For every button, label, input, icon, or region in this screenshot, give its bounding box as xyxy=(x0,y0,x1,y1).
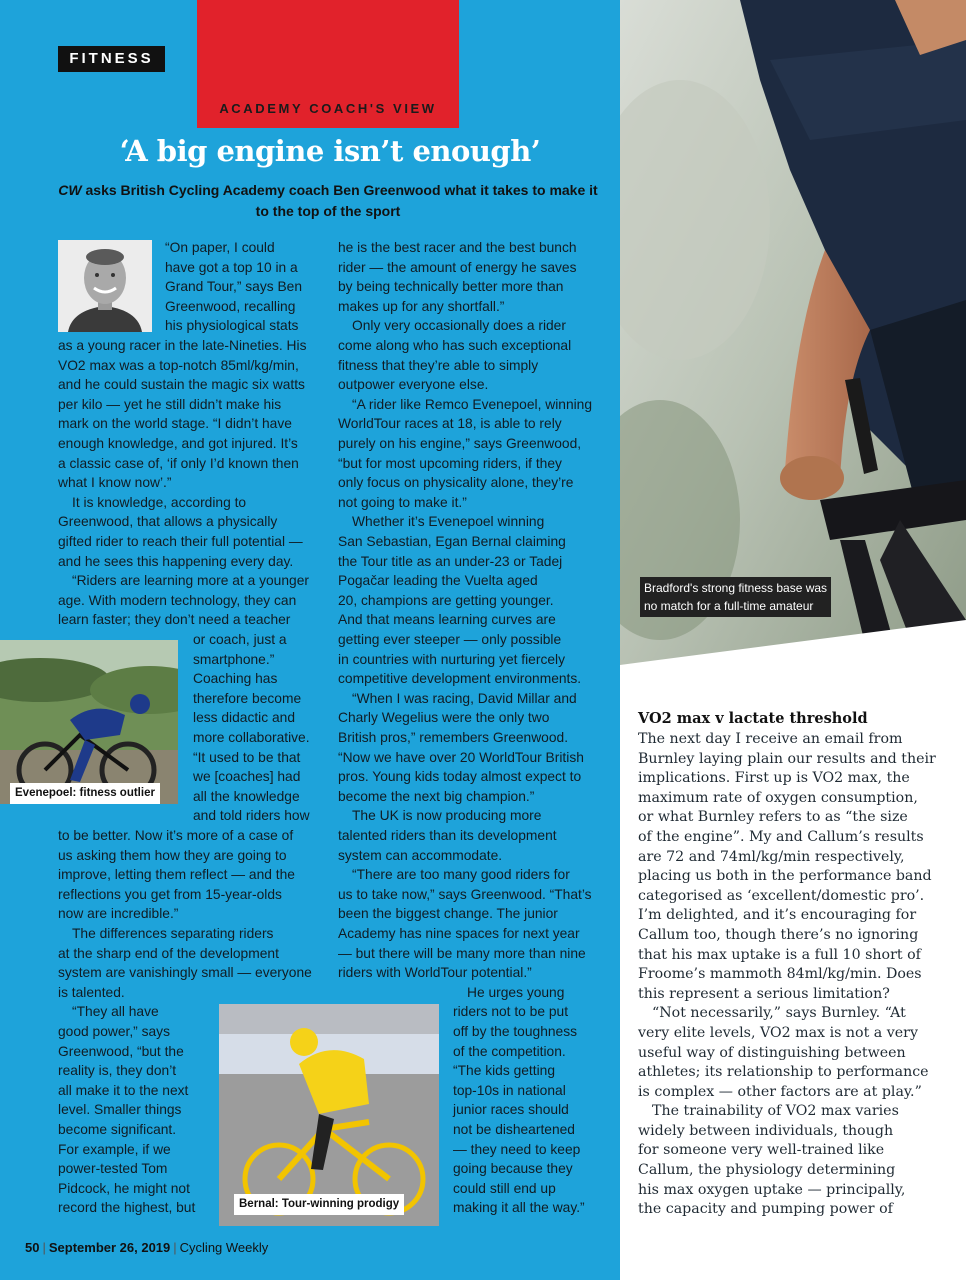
text-line: “On paper, I could xyxy=(165,240,275,255)
text-line: useful way of distinguishing between xyxy=(638,1044,906,1061)
text-line: “The kids getting xyxy=(453,1063,555,1079)
text-line: I’m delighted, and it’s encouraging for xyxy=(638,907,917,924)
text-line: therefore become xyxy=(193,690,302,706)
text-line: “Not necessarily,” says Burnley. “At xyxy=(652,1005,906,1022)
text-line: “It used to be that xyxy=(193,749,301,765)
text-line: off by the toughness xyxy=(453,1024,578,1039)
text-line: Froome’s mammoth 84ml/kg/min. Does xyxy=(638,966,922,983)
text-line: riders with WorldTour potential.” xyxy=(338,965,532,981)
text-line: San Sebastian, Egan Bernal claiming xyxy=(338,534,566,549)
text-line: power-tested Tom xyxy=(58,1161,168,1177)
text-line: the Tour title as an under-23 or Tadej xyxy=(338,553,563,569)
greenwood-headshot xyxy=(58,240,152,332)
text-line: could still end up xyxy=(453,1180,556,1196)
text-line: getting ever steeper — only possible xyxy=(338,632,562,647)
text-line: learn faster; they don’t need a teacher xyxy=(58,612,291,628)
text-line: or what Burnley refers to as “the size xyxy=(638,809,908,826)
text-line: placing us both in the performance band xyxy=(638,868,932,885)
text-line: widely between individuals, though xyxy=(638,1122,894,1139)
text-line: Pogačar leading the Vuelta aged xyxy=(338,573,538,589)
text-line: of the competition. xyxy=(453,1043,566,1059)
text-line: And that means learning curves are xyxy=(338,612,556,628)
text-line: not going to make it.” xyxy=(338,494,467,510)
bradford-caption: Bradford's strong fitness base was no match for a full-time amateur xyxy=(640,577,831,617)
text-line: smartphone.” xyxy=(193,651,275,667)
cyclist-photo xyxy=(620,0,966,665)
text-line: in countries with nurturing yet fiercely xyxy=(338,651,565,667)
text-line: Burnley laying plain our results and their xyxy=(638,750,936,767)
text-line: VO2 max was a top-notch 85ml/kg/min, xyxy=(58,357,299,373)
text-line: what I know now’.” xyxy=(58,475,172,491)
text-line: “They all have xyxy=(72,1004,159,1020)
kicker: ACADEMY COACH'S VIEW xyxy=(219,101,437,116)
text-line: good power,” says xyxy=(58,1024,170,1039)
text-line: Academy has nine spaces for next year xyxy=(338,926,580,941)
evenepoel-photo xyxy=(0,640,178,804)
text-line: by being technically better more than xyxy=(338,279,564,295)
text-line: Pidcock, he might not xyxy=(58,1180,190,1196)
text-line: 20, champions are getting younger. xyxy=(338,592,554,608)
text-line: athletes; its relationship to performance xyxy=(638,1064,929,1081)
text-line: — they need to keep xyxy=(453,1141,581,1157)
text-line: junior races should xyxy=(453,1102,569,1118)
text-line: “When I was racing, David Millar and xyxy=(352,690,577,706)
text-line: categorised as ‘excellent/domestic pro’. xyxy=(638,887,925,904)
text-line: purely on his engine,” says Greenwood, xyxy=(338,436,582,451)
text-line: and he sees this happening every day. xyxy=(58,553,294,569)
text-line: talented riders than its development xyxy=(338,828,557,843)
text-line: outpower everyone else. xyxy=(338,377,489,393)
text-line: less didactic and xyxy=(193,710,296,726)
text-line: or coach, just a xyxy=(193,632,287,647)
text-line: top-10s in national xyxy=(453,1082,566,1098)
text-line: reflections you get from 15-year-olds xyxy=(58,886,282,902)
text-line: For example, if we xyxy=(58,1141,171,1157)
text-line: Greenwood, that allows a physically xyxy=(58,514,278,530)
text-line: Only very occasionally does a rider xyxy=(352,318,566,334)
text-line: come along who has such exceptional xyxy=(338,338,572,353)
text-line: and told riders how xyxy=(193,808,310,824)
subheading: VO2 max v lactate threshold xyxy=(638,710,868,727)
text-line: all the knowledge xyxy=(193,788,300,804)
evenepoel-caption: Evenepoel: fitness outlier xyxy=(10,783,160,804)
text-line: The differences separating riders xyxy=(72,926,274,941)
text-line: Greenwood, “but the xyxy=(58,1043,184,1059)
text-line: his physiological stats xyxy=(165,318,299,334)
text-line: are 72 and 74ml/kg/min respectively, xyxy=(638,848,905,865)
text-line: of the engine”. My and Callum’s results xyxy=(638,828,924,845)
bernal-caption: Bernal: Tour-winning prodigy xyxy=(234,1194,404,1215)
text-line: Grand Tour,” says Ben xyxy=(165,279,303,295)
text-line: The next day I receive an email from xyxy=(638,731,903,747)
text-line: Greenwood, recalling xyxy=(165,298,296,314)
text-line: — but there will be many more than nine xyxy=(338,945,586,961)
text-line: competitive development environments. xyxy=(338,671,582,687)
text-line: as a young racer in the late-Nineties. His xyxy=(58,338,307,353)
standfirst: CW asks British Cycling Academy coach Ben Greenwood what it takes to make it to the top of the sport xyxy=(58,182,598,219)
text-line: riders not to be put xyxy=(453,1004,569,1020)
text-line: system are vanishingly small — everyone xyxy=(58,965,312,981)
text-line: to be better. Now it’s more of a case of xyxy=(58,828,294,843)
text-line: his max oxygen uptake — principally, xyxy=(638,1181,906,1198)
text-line: a classic case of, ‘if only I’d known then xyxy=(58,455,299,471)
text-line: per kilo — yet he still didn’t make his xyxy=(58,396,282,412)
text-line: makes up for any shortfall.” xyxy=(338,298,505,314)
text-line: at the sharp end of the development xyxy=(58,945,279,961)
text-line: fitness that they’re able to simply xyxy=(338,357,539,373)
text-line: improve, letting them reflect — and the xyxy=(58,867,295,883)
text-line: British pros,” remembers Greenwood. xyxy=(338,730,569,745)
headline: ‘A big engine isn’t enough’ xyxy=(119,134,541,168)
text-line: record the highest, but xyxy=(58,1200,196,1216)
text-line: The trainability of VO2 max varies xyxy=(652,1103,899,1120)
text-line: mark on the world stage. “I didn’t have xyxy=(58,416,292,432)
text-line: maximum rate of oxygen consumption, xyxy=(638,789,918,806)
text-line: not be disheartened xyxy=(453,1122,575,1137)
text-line: He urges young xyxy=(467,984,565,1000)
text-line: now are incredible.” xyxy=(58,906,179,922)
text-line: “A rider like Remco Evenepoel, winning xyxy=(352,396,593,412)
text-line: implications. First up is VO2 max, the xyxy=(638,770,910,787)
text-line: Whether it’s Evenepoel winning xyxy=(352,514,545,530)
text-line: us to take now,” says Greenwood. “That’s xyxy=(338,886,592,902)
text-line: very elite levels, VO2 max is not a very xyxy=(638,1024,918,1041)
text-line: more collaborative. xyxy=(193,730,310,745)
text-line: enough knowledge, and got injured. It’s xyxy=(58,436,298,451)
bernal-photo xyxy=(219,1004,439,1226)
text-line: Charly Wegelius were the only two xyxy=(338,710,550,726)
text-line: “Riders are learning more at a younger xyxy=(72,573,309,589)
text-line: us asking them how they are going to xyxy=(58,847,287,863)
text-line: for someone very well-trained like xyxy=(638,1142,885,1159)
text-line: Coaching has xyxy=(193,671,278,687)
text-line: been the biggest change. The junior xyxy=(338,906,558,922)
page-folio: 50 | September 26, 2019 | Cycling Weekly xyxy=(25,1240,269,1255)
text-line: and he could sustain the magic six watts xyxy=(58,377,305,393)
text-line: “but for most upcoming riders, if they xyxy=(338,455,562,471)
text-line: the capacity and pumping power of xyxy=(638,1201,893,1218)
text-line: level. Smaller things xyxy=(58,1102,182,1118)
text-line: Callum, the physiology determining xyxy=(638,1162,896,1179)
text-line: rider — the amount of energy he saves xyxy=(338,259,577,275)
column-3 xyxy=(638,708,938,1220)
text-line: become the next big champion.” xyxy=(338,788,535,804)
text-line: all make it to the next xyxy=(58,1082,189,1098)
text-line: WorldTour races at 18, is able to rely xyxy=(338,416,562,432)
text-line: The UK is now producing more xyxy=(352,808,542,824)
text-line: is complex — other factors are at play.” xyxy=(638,1083,922,1100)
text-line: making it all the way.” xyxy=(453,1200,585,1216)
text-line: become significant. xyxy=(58,1122,177,1137)
section-tag: FITNESS xyxy=(58,46,165,72)
text-line: only focus on physicality alone, they’re xyxy=(338,475,574,491)
text-line: this represent a serious limitation? xyxy=(638,985,890,1002)
text-line: gifted rider to reach their full potential — xyxy=(58,534,303,549)
text-line: have got a top 10 in a xyxy=(165,259,298,275)
text-line: system can accommodate. xyxy=(338,847,503,863)
text-line: going because they xyxy=(453,1161,573,1177)
text-line: Callum too, though there’s no ignoring xyxy=(638,926,919,943)
text-line: age. With modern technology, they can xyxy=(58,592,297,608)
text-line: “There are too many good riders for xyxy=(352,867,570,883)
text-line: we [coaches] had xyxy=(193,769,301,785)
text-line: he is the best racer and the best bunch xyxy=(338,240,577,255)
text-line: that his max uptake is a full 10 short of xyxy=(638,946,921,963)
text-line: is talented. xyxy=(58,984,125,1000)
text-line: reality is, they don’t xyxy=(58,1063,177,1079)
text-line: It is knowledge, according to xyxy=(72,494,247,510)
text-line: pros. Young kids today almost expect to xyxy=(338,769,582,785)
text-line: “Now we have over 20 WorldTour British xyxy=(338,749,584,765)
